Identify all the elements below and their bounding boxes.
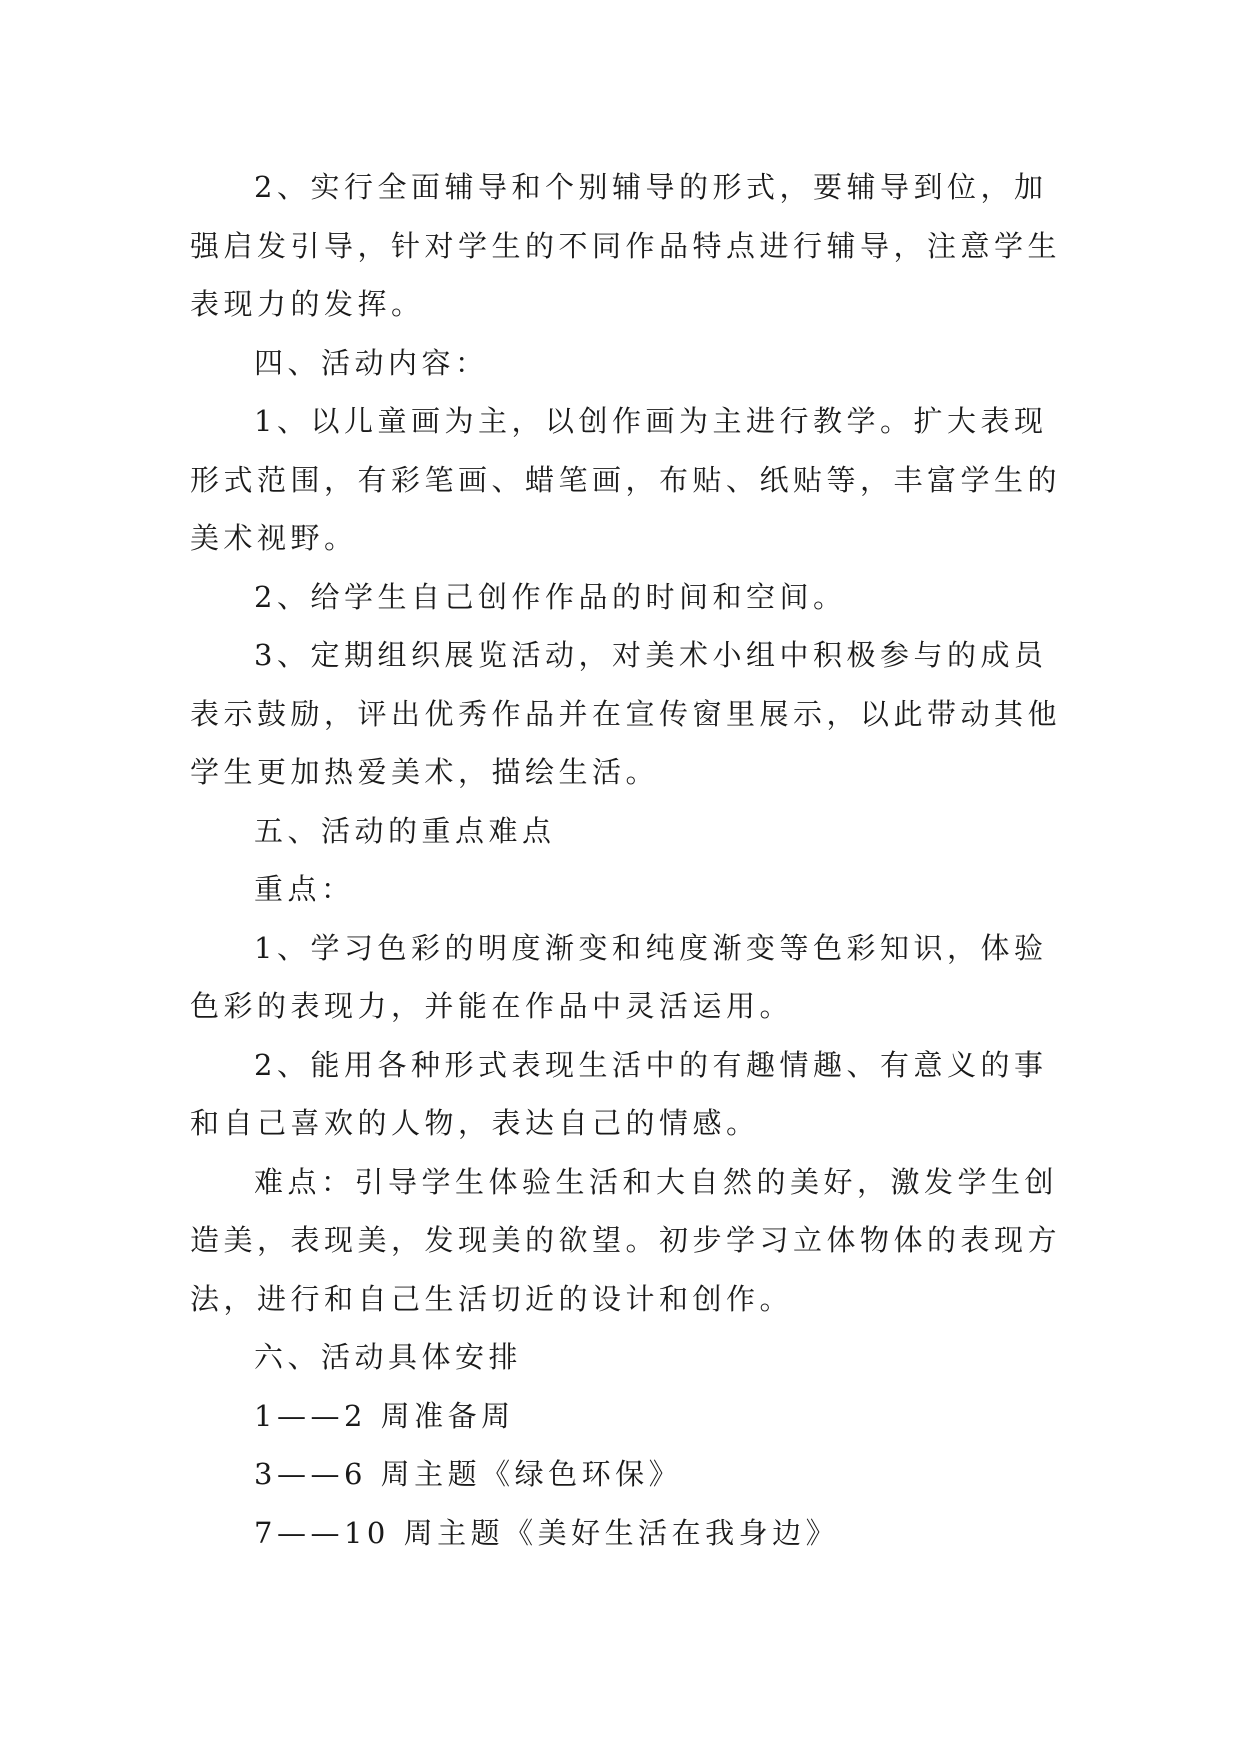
paragraph-line: 和自己喜欢的人物，表达自己的情感。 [190, 1106, 760, 1140]
paragraph-line: 形式范围，有彩笔画、蜡笔画，布贴、纸贴等，丰富学生的 [190, 462, 1062, 497]
paragraph-line: 3、定期组织展览活动，对美术小组中积极参与的成员 [254, 638, 1048, 672]
document-body [190, 158, 1062, 1562]
paragraph-line: 强启发引导，针对学生的不同作品特点进行辅导，注意学生 [190, 228, 1062, 263]
section-heading: 六、活动具体安排 [254, 1340, 523, 1374]
paragraph-line: 法，进行和自己生活切近的设计和创作。 [190, 1281, 794, 1316]
paragraph-line: 2、给学生自己创作作品的时间和空间。 [254, 579, 847, 614]
paragraph-line: 美术视野。 [190, 521, 358, 555]
paragraph-line: 2、实行全面辅导和个别辅导的形式，要辅导到位，加 [254, 170, 1048, 204]
paragraph-line: 表现力的发挥。 [190, 287, 425, 321]
paragraph-line: 1、以儿童画为主，以创作画为主进行教学。扩大表现 [254, 404, 1048, 438]
paragraph-line: 1、学习色彩的明度渐变和纯度渐变等色彩知识，体验 [254, 930, 1048, 965]
section-heading: 四、活动内容： [254, 345, 489, 380]
paragraph-line: 表示鼓励，评出优秀作品并在宣传窗里展示，以此带动其他 [190, 696, 1062, 731]
schedule-item: 7——10 周主题《美好生活在我身边》 [254, 1515, 840, 1550]
paragraph-line: 2、能用各种形式表现生活中的有趣情趣、有意义的事 [254, 1047, 1048, 1082]
paragraph-line: 造美，表现美，发现美的欲望。初步学习立体物体的表现方 [190, 1223, 1062, 1257]
paragraph-line: 学生更加热爱美术，描绘生活。 [190, 755, 660, 789]
paragraph-line: 难点：引导学生体验生活和大自然的美好，激发学生创 [254, 1164, 1059, 1199]
section-heading: 五、活动的重点难点 [254, 813, 556, 848]
schedule-item: 3——6 周主题《绿色环保》 [254, 1457, 683, 1491]
schedule-item: 1——2 周准备周 [254, 1398, 515, 1433]
subheading: 重点： [254, 872, 355, 906]
paragraph-line: 色彩的表现力，并能在作品中灵活运用。 [190, 989, 794, 1023]
